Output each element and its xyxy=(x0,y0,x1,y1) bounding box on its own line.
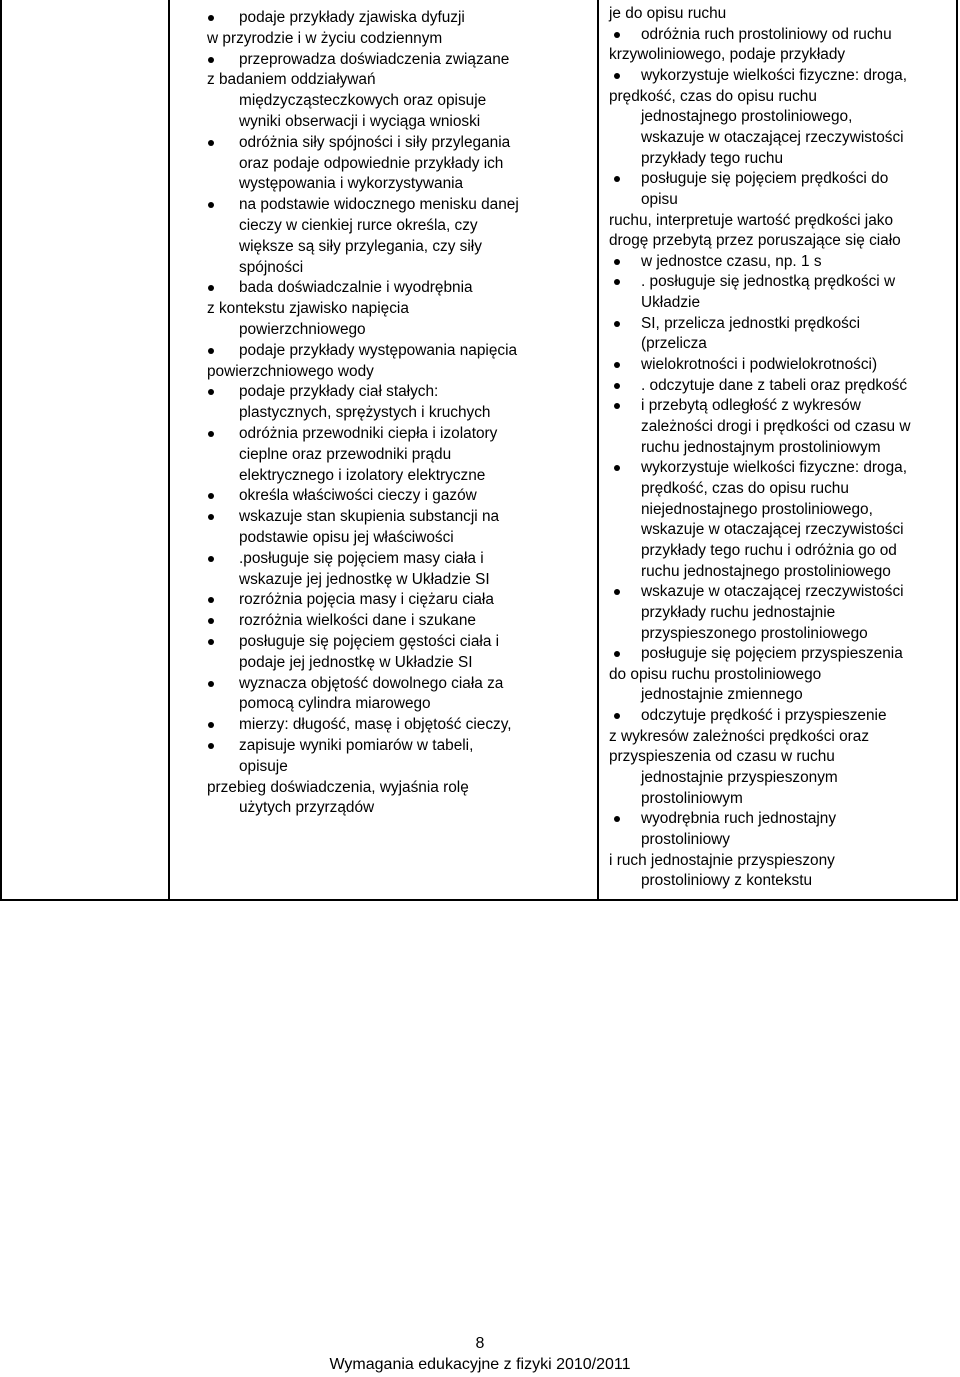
list-item-continuation: oraz podaje odpowiednie przykłady ich xyxy=(239,154,504,172)
list-item-continuation: użytych przyrządów xyxy=(239,799,375,817)
list-item-continuation: wyniki obserwacji i wyciąga wnioski xyxy=(239,113,481,130)
bullet-list-item: . odczytuje dane z tabeli oraz prędkość xyxy=(641,376,908,394)
list-item-continuation: Układzie xyxy=(641,294,701,312)
list-item-continuation: spójności xyxy=(239,258,304,276)
list-item-continuation: podstawie opisu jej właściwości xyxy=(239,529,454,546)
list-item-continuation: prostoliniowy xyxy=(641,831,730,848)
list-item-continuation: ruchu, interpretuje wartość prędkości jako xyxy=(609,211,894,229)
list-item-continuation: krzywoliniowego, podaje przykłady xyxy=(609,46,846,64)
list-item-continuation: powierzchniowego xyxy=(239,321,366,338)
list-item-continuation: z wykresów zależności prędkości oraz xyxy=(609,727,870,745)
list-item-continuation: występowania i wykorzystywania xyxy=(239,175,464,193)
list-item-continuation: opisu xyxy=(641,190,678,208)
bullet-list-item: odróżnia przewodniki ciepła i izolatory xyxy=(239,425,498,442)
bullet-list-item: posługuje się pojęciem gęstości ciała i xyxy=(239,633,500,650)
list-item-continuation: je do opisu ruchu xyxy=(609,5,727,22)
bullet-list-item: SI, przelicza jednostki prędkości xyxy=(641,314,860,332)
list-item-continuation: cieczy w cienkiej rurce określa, czy xyxy=(239,217,478,234)
bullet-list-item: na podstawie widocznego menisku danej xyxy=(239,196,519,214)
list-item-continuation: większe są siły przylegania, czy siły xyxy=(239,237,482,255)
bullet-list-item: zapisuje wyniki pomiarów w tabeli, xyxy=(239,737,474,754)
bullet-list-item: w jednostce czasu, np. 1 s xyxy=(641,252,822,270)
list-item-continuation: przyspieszonego prostoliniowego xyxy=(641,624,868,642)
bullet-list-item: mierzy: długość, masę i objętość cieczy, xyxy=(239,716,512,734)
list-item-continuation: (przelicza xyxy=(641,335,707,353)
column-divider xyxy=(597,0,599,899)
list-item-continuation: opisuje xyxy=(239,757,288,775)
list-item-continuation: jednostajnie zmiennego xyxy=(641,686,803,704)
list-item-continuation: i ruch jednostajnie przyspieszony xyxy=(609,851,835,869)
list-item-continuation: jednostajnie przyspieszonym xyxy=(641,769,838,787)
page-number: 8 xyxy=(475,1335,485,1352)
list-item-continuation: przykłady tego ruchu i odróżnia go od xyxy=(641,541,897,559)
list-item-continuation: wskazuje w otaczającej rzeczywistości xyxy=(641,521,904,539)
bullet-list-item: podaje przykłady zjawiska dyfuzji xyxy=(239,9,465,26)
bullet-list-item: i przebytą odległość z wykresów xyxy=(641,397,861,415)
list-item-continuation: międzycząsteczkowych oraz opisuje xyxy=(239,92,487,110)
bullet-list-item: wyznacza objętość dowolnego ciała za xyxy=(239,674,504,692)
list-item-continuation: podaje jej jednostkę w Układzie SI xyxy=(239,653,473,671)
list-item-continuation: przykłady ruchu jednostajnie xyxy=(641,603,836,621)
list-item-continuation: prostoliniowym xyxy=(641,789,743,807)
column-divider xyxy=(168,0,170,899)
bullet-list-item: wyodrębnia ruch jednostajny xyxy=(641,810,837,828)
bullet-list-item: bada doświadczalnie i wyodrębnia xyxy=(239,279,473,297)
list-item-continuation: ruchu jednostajnego prostoliniowego xyxy=(641,562,891,580)
list-item-continuation: w przyrodzie i w życiu codziennym xyxy=(207,29,443,47)
bullet-list-item: podaje przykłady występowania napięcia xyxy=(239,341,518,359)
bullet-list-item: przeprowadza doświadczenia związane xyxy=(239,50,510,68)
bullet-list-item: wykorzystuje wielkości fizyczne: droga, xyxy=(641,459,908,477)
list-item-continuation: zależności drogi i prędkości od czasu w xyxy=(641,418,911,435)
table-border-left xyxy=(0,0,2,899)
list-item-continuation: prędkość, czas do opisu ruchu xyxy=(609,87,817,105)
bullet-list-item: rozróżnia pojęcia masy i ciężaru ciała xyxy=(239,591,494,609)
bullet-list-item: .posługuje się pojęciem masy ciała i xyxy=(239,549,484,567)
bullet-list-item: . posługuje się jednostką prędkości w xyxy=(641,273,896,291)
list-item-continuation: powierzchniowego wody xyxy=(207,362,374,380)
list-item-continuation: przyspieszenia od czasu w ruchu xyxy=(609,748,835,766)
footer-title: Wymagania edukacyjne z fizyki 2010/2011 xyxy=(329,1356,631,1373)
bullet-list-item: posługuje się pojęciem prędkości do xyxy=(641,170,889,188)
list-item-continuation: prędkość, czas do opisu ruchu xyxy=(641,479,849,497)
list-item-continuation: jednostajnego prostoliniowego, xyxy=(641,108,853,126)
list-item-continuation: z badaniem oddziaływań xyxy=(207,71,376,89)
list-item-continuation: przykłady tego ruchu xyxy=(641,149,784,167)
list-item-continuation: elektrycznego i izolatory elektryczne xyxy=(239,466,486,484)
list-item-continuation: do opisu ruchu prostoliniowego xyxy=(609,665,822,683)
list-item-continuation: przebieg doświadczenia, wyjaśnia rolę xyxy=(207,778,469,796)
list-item-continuation: z kontekstu zjawisko napięcia xyxy=(207,300,409,318)
bullet-list-item: wykorzystuje wielkości fizyczne: droga, xyxy=(641,66,908,84)
bullet-list-item: posługuje się pojęciem przyspieszenia xyxy=(641,645,903,663)
list-item-continuation: niejednostajnego prostoliniowego, xyxy=(641,500,873,518)
list-item-continuation: drogę przebytą przez poruszające się ciało xyxy=(609,232,901,250)
list-item-continuation: prostoliniowy z kontekstu xyxy=(641,872,813,890)
list-item-continuation: pomocą cylindra miarowego xyxy=(239,695,431,713)
bullet-list-item: odróżnia ruch prostoliniowy od ruchu xyxy=(641,25,892,43)
bullet-list-item: wskazuje w otaczającej rzeczywistości xyxy=(641,583,904,601)
list-item-continuation: ruchu jednostajnym prostoliniowym xyxy=(641,438,881,456)
list-item-continuation: wskazuje w otaczającej rzeczywistości xyxy=(641,128,904,146)
bullet-list-item: określa właściwości cieczy i gazów xyxy=(239,487,477,505)
bullet-list-item: wielokrotności i podwielokrotności) xyxy=(641,356,878,374)
bullet-list-item: rozróżnia wielkości dane i szukane xyxy=(239,612,476,630)
bullet-list-item: odczytuje prędkość i przyspieszenie xyxy=(641,707,887,725)
bullet-list-item: wskazuje stan skupienia substancji na xyxy=(239,508,500,526)
bullet-list-item: odróżnia siły spójności i siły przylegania xyxy=(239,133,511,151)
list-item-continuation: plastycznych, sprężystych i kruchych xyxy=(239,404,491,422)
bullet-list-item: podaje przykłady ciał stałych: xyxy=(239,383,439,401)
list-item-continuation: wskazuje jej jednostkę w Układzie SI xyxy=(239,570,490,588)
list-item-continuation: cieplne oraz przewodniki prądu xyxy=(239,445,452,463)
